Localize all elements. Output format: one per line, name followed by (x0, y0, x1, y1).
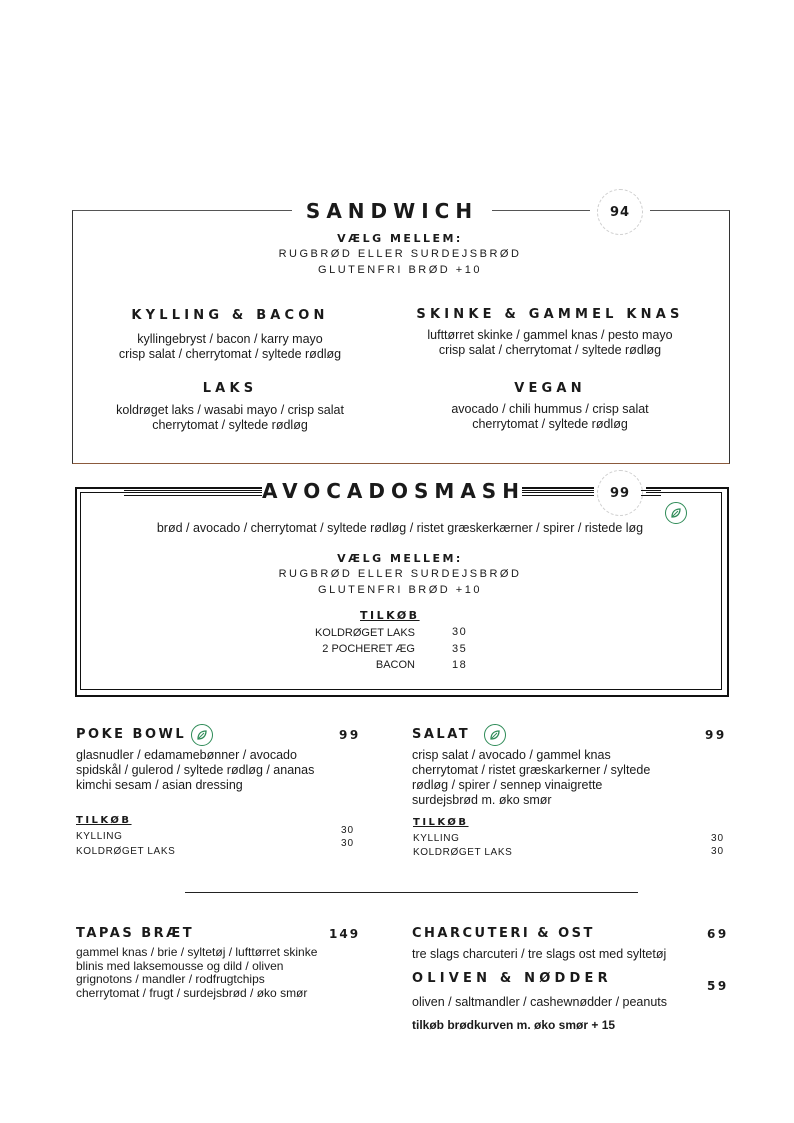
description-line: glasnudler / edamamebønner / avocado (76, 748, 297, 762)
description-line: surdejsbrød m. øko smør (412, 793, 552, 807)
vegan-leaf-icon (191, 724, 213, 746)
sandwich-bread-line1: RUGBRØD ELLER SURDEJSBRØD (278, 248, 522, 260)
sandwich-item-line: crisp salat / cherrytomat / syltede rødløg (438, 343, 662, 357)
sandwich-price: 94 (609, 204, 631, 220)
avocadosmash-price: 99 (609, 485, 631, 501)
avocadosmash-choose-label: VÆLG MELLEM: (337, 552, 463, 565)
description-line: gammel knas / brie / syltetøj / lufttørret skinke (76, 945, 318, 959)
description-line: rødløg / spirer / sennep vinaigrette (412, 778, 603, 792)
poke-bowl-price: 99 (339, 728, 361, 742)
addon-name: KOLDRØGET LAKS (413, 847, 513, 858)
avocadosmash-description: brød / avocado / cherrytomat / syltede rødløg / ristet græskerkærner / spirer / ristede løg (156, 521, 644, 535)
addon-name: BACON (375, 659, 415, 671)
sandwich-item-name: LAKS (202, 381, 258, 396)
sandwich-item-laks (90, 381, 370, 433)
tapas-title: TAPAS BRÆT (76, 926, 195, 941)
description-line: spidskål / gulerod / syltede rødløg / ananas (76, 763, 315, 777)
charcuteri-title: CHARCUTERI & OST (412, 926, 595, 941)
avocadosmash-addon-label: TILKØB (360, 609, 420, 622)
title-rule-right-2 (641, 490, 661, 496)
sandwich-item-name: KYLLING & BACON (131, 308, 329, 323)
avocadosmash-bread-line1: RUGBRØD ELLER SURDEJSBRØD (278, 568, 522, 580)
oliven-description: oliven / saltmandler / cashewnødder / peanuts (412, 995, 667, 1009)
sandwich-item-skinke (405, 307, 695, 358)
sandwich-item-line: avocado / chili hummus / crisp salat (451, 402, 649, 416)
avocadosmash-title: AVOCADOSMASH (262, 479, 525, 503)
sandwich-choose-label: VÆLG MELLEM: (337, 232, 463, 245)
addon-name: KOLDRØGET LAKS (76, 846, 176, 857)
description-line: kimchi sesam / asian dressing (76, 778, 243, 792)
tapas-description (76, 946, 376, 1000)
sandwich-item-name: VEGAN (514, 381, 586, 396)
salat-description (412, 748, 712, 808)
addon-price: 30 (452, 626, 468, 638)
addon-name: KOLDRØGET LAKS (314, 627, 415, 639)
salat-title: SALAT (412, 727, 471, 742)
oliven-price: 59 (707, 979, 729, 993)
description-line: cherrytomat / ristet græskarkerner / syltede (412, 763, 651, 777)
sandwich-item-kylling-bacon (90, 308, 370, 362)
addon-price: 35 (452, 643, 468, 655)
bread-basket-addon: tilkøb brødkurven m. øko smør + 15 (412, 1018, 616, 1032)
sandwich-price-badge (597, 189, 643, 235)
salat-price: 99 (705, 728, 727, 742)
poke-bowl-description (76, 748, 366, 793)
section-divider (185, 892, 638, 893)
sandwich-item-line: cherrytomat / syltede rødløg (472, 417, 628, 431)
description-line: cherrytomat / frugt / surdejsbrød / øko smør (76, 985, 308, 1000)
charcuteri-description: tre slags charcuteri / tre slags ost med syltetøj (412, 947, 667, 961)
sandwich-item-name: SKINKE & GAMMEL KNAS (416, 307, 684, 322)
oliven-title: OLIVEN & NØDDER (412, 971, 612, 986)
vegan-leaf-icon (484, 724, 506, 746)
description-line: blinis med laksemousse og dild / oliven (76, 958, 284, 973)
sandwich-item-line: koldrøget laks / wasabi mayo / crisp salat (116, 403, 344, 417)
sandwich-item-vegan (405, 381, 695, 432)
addon-price: 18 (452, 659, 468, 671)
description-line: grignotons / mandler / rodfrugtchips (76, 972, 265, 986)
sandwich-item-line: cherrytomat / syltede rødløg (152, 418, 308, 432)
addon-name: KYLLING (413, 833, 460, 844)
sandwich-item-line: lufttørret skinke / gammel knas / pesto mayo (427, 328, 673, 342)
avocadosmash-bread-line2: GLUTENFRI BRØD +10 (318, 584, 482, 596)
sandwich-item-line: crisp salat / cherrytomat / syltede rødløg (118, 347, 342, 361)
sandwich-title: SANDWICH (305, 199, 479, 223)
title-rule-left (124, 490, 262, 496)
poke-bowl-title: POKE BOWL (76, 727, 187, 742)
sandwich-bread-line2: GLUTENFRI BRØD +10 (318, 264, 482, 276)
addon-name: KYLLING (76, 831, 123, 842)
addon-price: 30 (711, 846, 725, 857)
addon-price: 30 (341, 825, 355, 836)
description-line: crisp salat / avocado / gammel knas (412, 748, 611, 762)
title-rule-right (522, 490, 594, 496)
avocadosmash-price-badge (597, 470, 643, 516)
tapas-price: 149 (329, 927, 361, 941)
salat-addon-label: TILKØB (413, 817, 469, 828)
sandwich-item-line: kyllingebryst / bacon / karry mayo (137, 332, 323, 346)
addon-price: 30 (711, 833, 725, 844)
addon-price: 30 (341, 838, 355, 849)
poke-bowl-addon-label: TILKØB (76, 815, 132, 826)
addon-name: 2 POCHERET ÆG (322, 643, 415, 655)
charcuteri-price: 69 (707, 927, 729, 941)
